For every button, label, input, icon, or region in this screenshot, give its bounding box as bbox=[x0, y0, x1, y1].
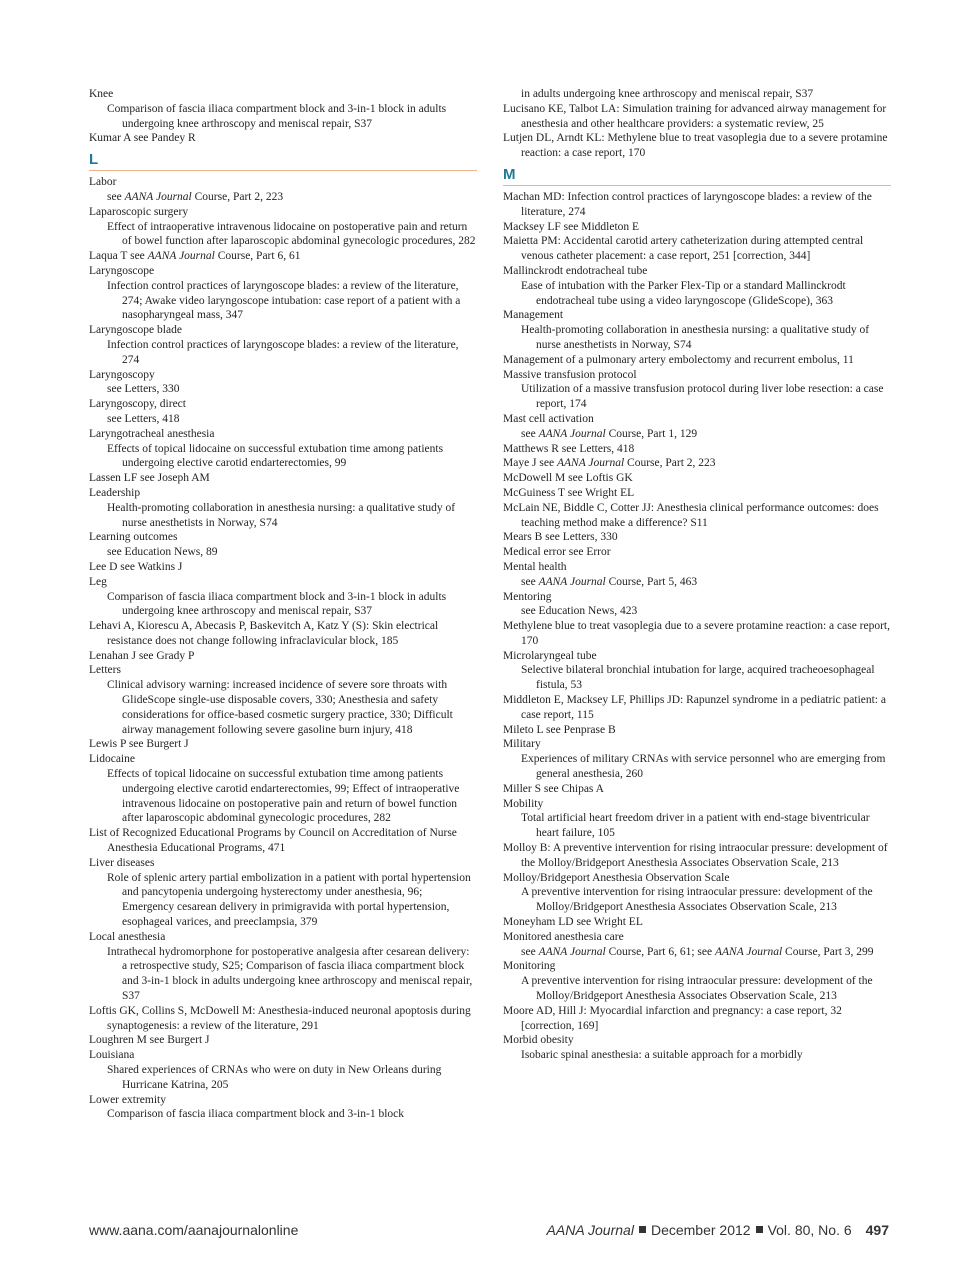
index-subentry: see Education News, 423 bbox=[521, 605, 638, 618]
section-letter-heading: L bbox=[89, 151, 477, 171]
index-subentry: Isobaric spinal anesthesia: a suitable approach for a morbidly bbox=[521, 1049, 803, 1062]
index-subentry: Shared experiences of CRNAs who were on duty in New Orleans during Hurricane Katrina, 205 bbox=[107, 1064, 442, 1091]
index-heading: Lehavi A, Kiorescu A, Abecasis P, Baskevitch A, Katz Y (S): Skin electrical resistance does not change following infraclavicular block, 185 bbox=[89, 620, 439, 647]
index-heading: Morbid obesity bbox=[503, 1034, 574, 1047]
index-heading: Lower extremity bbox=[89, 1093, 166, 1106]
index-heading: List of Recognized Educational Programs by Council on Accreditation of Nurse Anesthesia Educational Programs, 471 bbox=[89, 827, 457, 855]
index-heading: Monitored anesthesia care bbox=[503, 930, 624, 943]
page-number: 497 bbox=[865, 1222, 889, 1238]
index-subentry: Comparison of fascia iliaca compartment block and 3-in-1 block bbox=[107, 1108, 404, 1121]
bullet-icon bbox=[639, 1226, 646, 1233]
index-heading: Lassen LF see Joseph AM bbox=[89, 472, 210, 485]
bullet-icon bbox=[756, 1226, 763, 1233]
index-subentry: Infection control practices of laryngoscope blades: a review of the literature, 274 bbox=[107, 338, 459, 366]
index-subentry: Role of splenic artery partial embolization in a patient with portal hypertension and pancytopenia undergoing hysterectomy under anesthesia, 96; Emergency cesarean delivery in primigravida with portal hypertension, esophageal varices, and preeclampsia, 379 bbox=[107, 871, 471, 929]
index-heading: Laqua T see AANA Journal Course, Part 6, 61 bbox=[89, 250, 301, 263]
index-subentry: Health-promoting collaboration in anesthesia nursing: a qualitative study of nurse anesthetists in Norway, S74 bbox=[521, 324, 870, 351]
index-heading: Local anesthesia bbox=[89, 930, 166, 943]
index-subentry: A preventive intervention for rising intraocular pressure: development of the Molloy/Bridgeport Anesthesia Associates Observation Scale, 213 bbox=[521, 975, 873, 1003]
index-heading: Learning outcomes bbox=[89, 531, 178, 544]
index-subentry: see Education News, 89 bbox=[107, 546, 218, 559]
index-heading: Letters bbox=[89, 664, 121, 677]
index-heading: Lee D see Watkins J bbox=[89, 560, 183, 573]
index-heading: Laryngoscopy bbox=[89, 368, 155, 381]
index-heading: Leg bbox=[89, 575, 107, 588]
footer-volume: Vol. 80, No. 6 bbox=[767, 1222, 852, 1238]
index-heading: Laparoscopic surgery bbox=[89, 205, 189, 218]
index-heading: Laryngotracheal anesthesia bbox=[89, 427, 215, 440]
index-heading: McGuiness T see Wright EL bbox=[503, 486, 635, 499]
index-subentry: Comparison of fascia iliaca compartment block and 3-in-1 block in adults undergoing knee arthroscopy and meniscal repair, S37 bbox=[107, 590, 447, 618]
index-heading: Miller S see Chipas A bbox=[503, 782, 604, 795]
index-subentry: Effects of topical lidocaine on successful extubation time among patients undergoing elective carotid endarterectomies, 99 bbox=[107, 442, 444, 470]
index-heading: Mobility bbox=[503, 797, 544, 810]
footer-citation bbox=[547, 1222, 889, 1238]
index-heading: Management of a pulmonary artery embolectomy and recurrent embolus, 11 bbox=[503, 353, 854, 366]
index-heading: Macksey LF see Middleton E bbox=[503, 220, 640, 233]
index-heading: McLain NE, Biddle C, Cotter JJ: Anesthesia clinical performance outcomes: does teaching method make a difference? S11 bbox=[503, 501, 879, 529]
index-heading: Microlaryngeal tube bbox=[503, 649, 597, 662]
index-heading: Laryngoscopy, direct bbox=[89, 398, 186, 411]
page-footer bbox=[89, 1222, 889, 1242]
index-heading: Matthews R see Letters, 418 bbox=[503, 442, 635, 455]
left-column bbox=[89, 87, 477, 1122]
index-heading: Lidocaine bbox=[89, 753, 135, 766]
index-subentry: Infection control practices of laryngoscope blades: a review of the literature, 274; Awake video laryngoscope intubation: case report of a patient with a nasopharyngeal mass, 347 bbox=[107, 279, 461, 322]
index-heading: Louisiana bbox=[89, 1049, 135, 1062]
index-subentry: Effect of intraoperative intravenous lidocaine on postoperative pain and return of bowel function after laparoscopic abdominal gynecologic procedures, 282 bbox=[107, 220, 476, 248]
index-heading: Kumar A see Pandey R bbox=[89, 132, 196, 145]
index-heading: Lenahan J see Grady P bbox=[89, 649, 195, 662]
index-heading: Lutjen DL, Arndt KL: Methylene blue to treat vasoplegia due to a severe protamine reaction: a case report, 170 bbox=[503, 132, 888, 160]
index-heading: Moore AD, Hill J: Myocardial infarction and pregnancy: a case report, 32 [correction, 169] bbox=[503, 1004, 842, 1032]
index-subentry: see AANA Journal Course, Part 1, 129 bbox=[521, 427, 698, 440]
index-subentry: Clinical advisory warning: increased incidence of severe sore throats with GlideScope single-use disposable covers, 330; Anesthesia and safety considerations for office-based cosmetic surgery practice, 330; Difficult airway management following severe gasoline burn injury, 418 bbox=[107, 679, 453, 736]
index-subentry: see AANA Journal Course, Part 2, 223 bbox=[107, 190, 284, 203]
index-subentry: Comparison of fascia iliaca compartment block and 3-in-1 block in adults undergoing knee arthroscopy and meniscal repair, S37 bbox=[107, 102, 447, 130]
index-heading: Molloy/Bridgeport Anesthesia Observation Scale bbox=[503, 871, 730, 884]
index-heading: Labor bbox=[89, 176, 117, 189]
index-heading: Military bbox=[503, 738, 541, 751]
index-heading: Mears B see Letters, 330 bbox=[503, 531, 618, 544]
index-heading: Loftis GK, Collins S, McDowell M: Anesthesia-induced neuronal apoptosis during synaptogenesis: a review of the literature, 291 bbox=[89, 1004, 471, 1032]
footer-journal: AANA Journal bbox=[546, 1222, 634, 1238]
index-heading: Middleton E, Macksey LF, Phillips JD: Rapunzel syndrome in a pediatric patient: a case report, 115 bbox=[503, 694, 886, 721]
index-heading: Mallinckrodt endotracheal tube bbox=[503, 264, 648, 277]
index-heading: Molloy B: A preventive intervention for rising intraocular pressure: development of the Molloy/Bridgeport Anesthesia Associates Observation Scale, 213 bbox=[503, 842, 888, 869]
index-subentry: Selective bilateral bronchial intubation for large, acquired tracheoesophageal fistula, 53 bbox=[521, 664, 875, 692]
footer-date: December 2012 bbox=[650, 1222, 751, 1238]
index-heading: Lewis P see Burgert J bbox=[89, 738, 189, 751]
index-subentry: see Letters, 418 bbox=[107, 412, 180, 425]
index-heading: Mental health bbox=[503, 560, 567, 573]
index-heading: Lucisano KE, Talbot LA: Simulation training for advanced airway management for anesthesia and other healthcare providers: a systematic review, 25 bbox=[503, 102, 887, 130]
index-subentry: A preventive intervention for rising intraocular pressure: development of the Molloy/Bridgeport Anesthesia Associates Observation Scale, 213 bbox=[521, 886, 873, 914]
index-heading: Mentoring bbox=[503, 590, 552, 603]
index-heading: Loughren M see Burgert J bbox=[89, 1034, 210, 1047]
index-heading: Laryngoscope blade bbox=[89, 324, 182, 337]
index-subentry: Intrathecal hydromorphone for postoperative analgesia after cesarean delivery: a retrospective study, S25; Comparison of fascia iliaca compartment block and 3-in-1 block in adults undergoing knee arthroscopy and meniscal repair, S37 bbox=[107, 945, 473, 1003]
index-heading: Maietta PM: Accidental carotid artery catheterization during attempted central venous catheter placement: a case report, 251 [correction, 344] bbox=[503, 235, 864, 263]
index-subentry: Total artificial heart freedom driver in a patient with end-stage biventricular heart failure, 105 bbox=[521, 812, 870, 840]
index-heading: Mast cell activation bbox=[503, 412, 594, 425]
index-heading: Leadership bbox=[89, 486, 141, 499]
index-subentry: see Letters, 330 bbox=[107, 383, 180, 396]
index-heading: Massive transfusion protocol bbox=[503, 368, 637, 381]
index-heading: Management bbox=[503, 309, 564, 322]
index-heading: Liver diseases bbox=[89, 856, 155, 869]
right-column bbox=[503, 87, 891, 1063]
footer-url[interactable]: www.aana.com/aanajournalonline bbox=[89, 1222, 299, 1238]
index-subentry: Utilization of a massive transfusion protocol during liver lobe resection: a case report, 174 bbox=[521, 383, 884, 411]
index-heading: Mileto L see Penprase B bbox=[503, 723, 616, 736]
index-heading: Medical error see Error bbox=[503, 546, 611, 559]
index-subentry: in adults undergoing knee arthroscopy and meniscal repair, S37 bbox=[521, 88, 814, 100]
index-heading: Moneyham LD see Wright EL bbox=[503, 916, 643, 929]
index-subentry: see AANA Journal Course, Part 5, 463 bbox=[521, 575, 698, 588]
index-subentry: see AANA Journal Course, Part 6, 61; see AANA Journal Course, Part 3, 299 bbox=[521, 945, 874, 958]
index-heading: Knee bbox=[89, 88, 114, 100]
index-heading: Maye J see AANA Journal Course, Part 2, 223 bbox=[503, 457, 716, 470]
index-heading: Laryngoscope bbox=[89, 264, 155, 277]
index-heading: McDowell M see Loftis GK bbox=[503, 472, 633, 485]
index-subentry: Health-promoting collaboration in anesthesia nursing: a qualitative study of nurse anesthetists in Norway, S74 bbox=[107, 501, 456, 529]
index-subentry: Ease of intubation with the Parker Flex-Tip or a standard Mallinckrodt endotracheal tube using a video laryngoscope (GlideScope), 363 bbox=[521, 279, 846, 307]
index-subentry: Experiences of military CRNAs with service personnel who are emerging from general anesthesia, 260 bbox=[521, 753, 886, 781]
index-heading: Methylene blue to treat vasoplegia due to a severe protamine reaction: a case report, 170 bbox=[503, 620, 891, 647]
index-subentry: Effects of topical lidocaine on successful extubation time among patients undergoing elective carotid endarterectomies, 99; Effect of intraoperative intravenous lidocaine on postoperative pain and return of bowel function after laparoscopic abdominal gynecologic procedures, 282 bbox=[107, 768, 460, 825]
section-letter-heading: M bbox=[503, 166, 891, 186]
index-heading: Monitoring bbox=[503, 960, 556, 973]
index-heading: Machan MD: Infection control practices of laryngoscope blades: a review of the literature, 274 bbox=[503, 190, 872, 218]
